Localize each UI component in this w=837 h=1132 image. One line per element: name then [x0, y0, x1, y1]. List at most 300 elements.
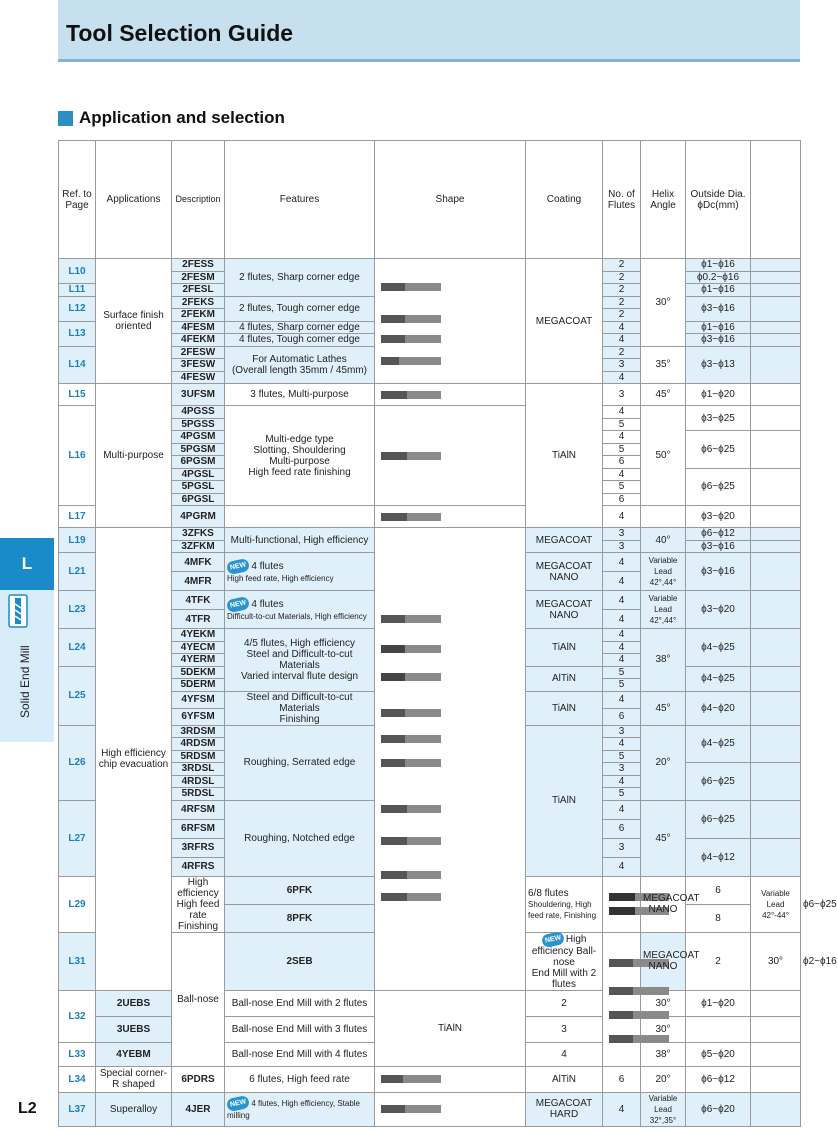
code-cell: 4YFSM: [172, 691, 225, 708]
blank-cell: [751, 284, 801, 297]
coating-cell: TiAlN: [526, 384, 603, 528]
blank-cell: [751, 431, 801, 469]
code-cell: 5PGSM: [172, 443, 225, 456]
ref-link[interactable]: L34: [59, 1066, 96, 1092]
dia-cell: ϕ6~ϕ25: [686, 431, 751, 469]
feature-cell: [225, 591, 375, 629]
dia-cell: ϕ6~ϕ25: [686, 763, 751, 801]
blank-cell: [751, 838, 801, 876]
blank-cell: [751, 990, 801, 1016]
shape-cell: [603, 932, 641, 1066]
feature-cell: [526, 876, 603, 932]
coating-cell: MEGACOAT: [526, 259, 603, 384]
feature-cell: 4 flutes, Sharp corner edge: [225, 321, 375, 334]
coating-cell: TiAlN: [526, 629, 603, 667]
helix-cell: 20°: [641, 725, 686, 800]
flutes-cell: 2: [603, 346, 641, 359]
blank-cell: [751, 506, 801, 528]
code-cell: 4MFR: [172, 572, 225, 591]
flutes-cell: 4: [603, 506, 641, 528]
app-cell: High efficiency High feed rate Finishing: [172, 876, 225, 932]
code-cell: 5RDSM: [172, 750, 225, 763]
dia-cell: ϕ3~ϕ16: [686, 334, 751, 347]
ref-link[interactable]: L14: [59, 346, 96, 384]
table-row: [59, 1066, 801, 1092]
blank-cell: [751, 763, 801, 801]
col-blank: [751, 141, 801, 259]
feature-line: (Overall length 35mm / 45mm): [231, 364, 368, 376]
code-cell: 3ZFKS: [172, 528, 225, 541]
code-cell: 4FEKM: [172, 334, 225, 347]
code-cell: 5PGSL: [172, 481, 225, 494]
col-helix: Helix Angle: [641, 141, 686, 259]
app-cell: Ball-nose: [172, 932, 225, 1066]
code-cell: 4MFK: [172, 553, 225, 572]
flutes-cell: 2: [603, 296, 641, 309]
flutes-cell: 5: [603, 750, 641, 763]
app-cell: Superalloy: [96, 1092, 172, 1126]
dia-cell: ϕ1~ϕ16: [686, 284, 751, 297]
blank-cell: [751, 259, 801, 272]
blank-cell: [751, 591, 801, 629]
dia-cell: ϕ6~ϕ25: [686, 468, 751, 506]
flutes-cell: 3: [603, 838, 641, 857]
blank-cell: [751, 406, 801, 431]
ref-link[interactable]: L13: [59, 321, 96, 346]
feature-line: Steel and Difficult-to-cut Materials: [246, 691, 353, 714]
helix-cell: [641, 1092, 686, 1126]
flutes-cell: 5: [603, 418, 641, 431]
code-cell: 5DERM: [172, 679, 225, 692]
dia-cell: ϕ4~ϕ20: [686, 691, 751, 725]
helix-cell: 30°: [641, 990, 686, 1016]
table-row: [59, 384, 801, 406]
dia-cell: ϕ3~ϕ16: [686, 540, 751, 553]
table-row: L31 Ball-nose 2SEB NEW High efficiency Ball-nose End Mill with 2 flutes MEGACOAT NANO 2 30° ϕ2~ϕ16: [59, 932, 801, 990]
ref-link[interactable]: L27: [59, 800, 96, 876]
blank-cell: [751, 1092, 801, 1126]
feature-cell: [225, 553, 375, 591]
coating-cell: MEGACOAT: [526, 528, 603, 553]
dia-cell: ϕ6~ϕ20: [686, 1092, 751, 1126]
dia-cell: ϕ4~ϕ25: [686, 725, 751, 763]
feature-cell: Multi-functional, High efficiency: [225, 528, 375, 553]
blank-cell: [751, 666, 801, 691]
ref-link[interactable]: L17: [59, 506, 96, 528]
selection-table: [58, 140, 837, 1127]
feature-line: High efficiency Ball-nose: [531, 933, 597, 968]
col-applications: Applications: [96, 141, 172, 259]
flutes-cell: 2: [526, 990, 603, 1016]
helix-cell: 50°: [641, 406, 686, 506]
col-features: Features: [225, 141, 375, 259]
app-cell: Special corner-R shaped: [96, 1066, 172, 1092]
tool-image: [377, 510, 447, 524]
feature-line: Slotting, Shouldering: [253, 444, 346, 456]
feature-cell: Ball-nose End Mill with 2 flutes: [225, 990, 375, 1016]
feature-line: 4 flutes: [251, 598, 284, 610]
dia-cell: ϕ1~ϕ16: [686, 259, 751, 272]
code-cell: 3UEBS: [96, 1016, 172, 1042]
flutes-cell: 5: [603, 481, 641, 494]
flutes-cell: 6: [603, 708, 641, 725]
header-row: [59, 141, 801, 259]
section-title: [58, 108, 285, 128]
ref-link[interactable]: L26: [59, 725, 96, 800]
code-cell: 4PGRM: [172, 506, 225, 528]
feature-cell: [225, 406, 375, 506]
ref-link[interactable]: L11: [59, 284, 96, 297]
tool-image: [377, 269, 447, 373]
feature-line: 4/5 flutes, High efficiency: [244, 637, 355, 649]
code-cell: 4FESW: [172, 371, 225, 384]
feature-line: Varied interval flute design: [240, 670, 359, 682]
feature-cell: 4 flutes, Tough corner edge: [225, 334, 375, 347]
code-cell: 2FEKM: [172, 309, 225, 322]
helix-cell: [641, 553, 686, 591]
code-cell: 4PGSM: [172, 431, 225, 444]
ref-link[interactable]: L32: [59, 990, 96, 1042]
flutes-cell: 2: [603, 309, 641, 322]
flutes-cell: 4: [603, 800, 641, 819]
helix-cell: [751, 876, 801, 932]
code-cell: 6PGSM: [172, 456, 225, 469]
new-badge: NEW: [226, 595, 251, 612]
helix-cell: 35°: [641, 346, 686, 384]
code-cell: 4FESM: [172, 321, 225, 334]
ref-link[interactable]: L37: [59, 1092, 96, 1126]
blank-cell: [751, 725, 801, 763]
blank-cell: [751, 553, 801, 591]
dia-cell: ϕ4~ϕ25: [686, 629, 751, 667]
feature-cell: [225, 691, 375, 725]
dia-cell: ϕ1~ϕ20: [686, 990, 751, 1016]
code-cell: 5RDSL: [172, 788, 225, 801]
ref-link[interactable]: L31: [59, 932, 96, 990]
helix-cell: 30°: [751, 932, 801, 990]
helix-cell: 45°: [641, 800, 686, 876]
dia-cell: ϕ5~ϕ20: [686, 1042, 751, 1066]
blank-cell: [751, 334, 801, 347]
flutes-cell: 4: [603, 406, 641, 419]
flutes-cell: 6: [603, 819, 641, 838]
flutes-cell: 5: [603, 679, 641, 692]
flutes-cell: 4: [526, 1042, 603, 1066]
shape-cell: [603, 876, 641, 932]
code-cell: 2FEKS: [172, 296, 225, 309]
blank-cell: [751, 1016, 801, 1042]
blank-cell: [751, 528, 801, 541]
feature-cell: Ball-nose End Mill with 3 flutes: [225, 1016, 375, 1042]
col-description: Description: [172, 141, 225, 259]
ref-link[interactable]: L16: [59, 406, 96, 506]
code-cell: 3RDSM: [172, 725, 225, 738]
code-cell: 4RFRS: [172, 857, 225, 876]
tool-image: [377, 1102, 447, 1116]
flutes-cell: 2: [603, 259, 641, 272]
flutes-cell: 3: [603, 540, 641, 553]
section-square-icon: [58, 111, 73, 126]
flutes-cell: 2: [603, 284, 641, 297]
feature-line: Multi-purpose: [269, 455, 330, 467]
feature-cell: 2 flutes, Tough corner edge: [225, 296, 375, 321]
flutes-cell: 4: [603, 371, 641, 384]
code-cell: 6PGSL: [172, 493, 225, 506]
code-cell: 4PGSS: [172, 406, 225, 419]
feature-cell: [225, 1092, 375, 1126]
code-cell: 3RDSL: [172, 763, 225, 776]
blank-cell: [751, 540, 801, 553]
code-cell: 6RFSM: [172, 819, 225, 838]
coating-cell: TiAlN: [526, 725, 603, 876]
blank-cell: [751, 271, 801, 284]
flutes-cell: 4: [603, 321, 641, 334]
code-cell: 4RDSL: [172, 775, 225, 788]
coating-cell: MEGACOAT NANO: [641, 932, 686, 990]
blank-cell: [751, 296, 801, 321]
tool-image: [377, 388, 447, 402]
ref-link[interactable]: L25: [59, 666, 96, 725]
coating-cell: MEGACOAT NANO: [526, 553, 603, 591]
feature-cell: 6 flutes, High feed rate: [225, 1066, 375, 1092]
flutes-cell: 4: [603, 857, 641, 876]
feature-line: Difficult-to-cut Materials, High efficiency: [227, 611, 367, 621]
helix-cell: 38°: [641, 1042, 686, 1066]
flutes-cell: 4: [603, 654, 641, 667]
flutes-cell: 2: [603, 271, 641, 284]
shape-cell: [375, 1066, 526, 1092]
dia-cell: ϕ6~ϕ12: [686, 1066, 751, 1092]
coating-cell: MEGACOAT NANO: [641, 876, 686, 932]
dia-cell: ϕ6~ϕ12: [686, 528, 751, 541]
ref-link[interactable]: L12: [59, 296, 96, 321]
table-row: [59, 990, 801, 1016]
new-badge: NEW: [540, 930, 565, 947]
flutes-cell: 5: [603, 443, 641, 456]
feature-cell: [225, 506, 375, 528]
table-row: L29 High efficiency High feed rate Finishing 6PFK 6/8 flutes Shouldering, High feed rate, Finishing MEGACOAT NANO 6 Variable Lead 42°-44° ϕ6~ϕ25: [59, 876, 801, 904]
page-number: L2: [18, 1100, 37, 1117]
code-cell: 4TFK: [172, 591, 225, 610]
feature-cell: Ball-nose End Mill with 4 flutes: [225, 1042, 375, 1066]
code-cell: 5DEKM: [172, 666, 225, 679]
code-cell: 4YERM: [172, 654, 225, 667]
flutes-cell: 3: [603, 763, 641, 776]
app-cell: High efficiency chip evacuation: [96, 528, 172, 991]
flutes-cell: 4: [603, 572, 641, 591]
feature-cell: [225, 346, 375, 384]
feature-cell: Roughing, Notched edge: [225, 800, 375, 876]
side-label: Solid End Mill: [18, 645, 32, 718]
flutes-cell: 3: [526, 1016, 603, 1042]
dia-cell: ϕ3~ϕ16: [686, 296, 751, 321]
feature-line: End Mill with 2 flutes: [531, 967, 597, 990]
code-cell: 3RFRS: [172, 838, 225, 857]
flutes-cell: 3: [603, 359, 641, 372]
code-cell: 4YEBM: [96, 1042, 172, 1066]
code-cell: 4RFSM: [172, 800, 225, 819]
table-row: [59, 528, 801, 541]
blank-cell: [751, 629, 801, 667]
coating-cell: AlTiN: [526, 666, 603, 691]
helix-values: 42°,44°: [649, 578, 677, 587]
app-cell: Multi-purpose: [96, 384, 172, 528]
feature-line: 4 flutes, High efficiency, Stable milling: [227, 1099, 360, 1120]
flutes-cell: 6: [603, 1066, 641, 1092]
new-badge: NEW: [226, 557, 251, 574]
col-coating: Coating: [526, 141, 603, 259]
feature-line: Finishing: [279, 713, 320, 725]
dia-cell: ϕ1~ϕ20: [686, 384, 751, 406]
ref-link[interactable]: L10: [59, 259, 96, 284]
dia-cell: ϕ3~ϕ16: [686, 553, 751, 591]
code-cell: 8PFK: [225, 904, 375, 932]
helix-cell: 40°: [641, 528, 686, 553]
variable-lead: Variable Lead: [648, 556, 678, 576]
shape-cell: [375, 1092, 526, 1126]
feature-cell: Roughing, Serrated edge: [225, 725, 375, 800]
feature-line: Shouldering, High feed rate, Finishing: [528, 899, 597, 920]
shape-cell: [375, 406, 526, 506]
flutes-cell: 2: [686, 932, 751, 990]
dia-cell: ϕ3~ϕ20: [686, 506, 751, 528]
code-cell: 4JER: [172, 1092, 225, 1126]
app-cell: Surface finish oriented: [96, 259, 172, 384]
feature-cell: [225, 629, 375, 692]
shape-cell: [375, 384, 526, 406]
dia-cell: ϕ3~ϕ13: [686, 346, 751, 384]
coating-cell: TiAlN: [375, 990, 526, 1066]
blank-cell: [751, 468, 801, 506]
flutes-cell: 3: [603, 528, 641, 541]
dia-cell: [686, 1016, 751, 1042]
flutes-cell: 3: [603, 384, 641, 406]
section-title-text: Application and selection: [79, 108, 285, 127]
flutes-cell: 5: [603, 788, 641, 801]
code-cell: 2FESM: [172, 271, 225, 284]
code-cell: 2FESW: [172, 346, 225, 359]
shape-cell: [375, 506, 526, 528]
code-cell: 4YEKM: [172, 629, 225, 642]
code-cell: 2FESS: [172, 259, 225, 272]
helix-cell: 38°: [641, 629, 686, 692]
helix-cell: [641, 506, 686, 528]
helix-values: 42°,44°: [649, 616, 677, 625]
blank-cell: [751, 1066, 801, 1092]
ref-link[interactable]: L21: [59, 553, 96, 591]
feature-line: Multi-edge type: [265, 433, 334, 445]
flutes-cell: 4: [603, 553, 641, 572]
variable-lead: Variable Lead: [648, 594, 678, 614]
coating-cell: TiAlN: [526, 691, 603, 725]
flutes-cell: 4: [603, 738, 641, 751]
flutes-cell: 4: [603, 334, 641, 347]
code-cell: 3UFSM: [172, 384, 225, 406]
blank-cell: [751, 384, 801, 406]
feature-line: Steel and Difficult-to-cut Materials: [246, 648, 353, 671]
helix-cell: 20°: [641, 1066, 686, 1092]
col-dia: Outside Dia. ϕDc(mm): [686, 141, 751, 259]
code-cell: 3FESW: [172, 359, 225, 372]
ref-link[interactable]: L15: [59, 384, 96, 406]
end-mill-icon: [7, 594, 29, 628]
dia-cell: ϕ6~ϕ25: [686, 800, 751, 838]
helix-cell: 30°: [641, 259, 686, 347]
flutes-cell: 4: [603, 610, 641, 629]
flutes-cell: 3: [603, 725, 641, 738]
flutes-cell: 6: [603, 456, 641, 469]
flutes-cell: 6: [603, 493, 641, 506]
col-shape: Shape: [375, 141, 526, 259]
ref-link[interactable]: L24: [59, 629, 96, 667]
shape-cell: [375, 528, 526, 991]
flutes-cell: 4: [603, 591, 641, 610]
blank-cell: [751, 691, 801, 725]
code-cell: 6PFK: [225, 876, 375, 904]
feature-cell: [526, 932, 603, 990]
dia-cell: ϕ3~ϕ20: [686, 591, 751, 629]
blank-cell: [751, 800, 801, 838]
tool-image: [377, 1072, 447, 1086]
dia-cell: ϕ0.2~ϕ16: [686, 271, 751, 284]
flutes-cell: 4: [603, 775, 641, 788]
blank-cell: [751, 321, 801, 334]
ref-link[interactable]: L29: [59, 876, 96, 932]
flutes-cell: 8: [686, 904, 751, 932]
helix-cell: 45°: [641, 691, 686, 725]
code-cell: 4TFR: [172, 610, 225, 629]
code-cell: 2FESL: [172, 284, 225, 297]
blank-cell: [751, 1042, 801, 1066]
ref-link[interactable]: L33: [59, 1042, 96, 1066]
dia-cell: ϕ4~ϕ12: [686, 838, 751, 876]
flutes-cell: 4: [603, 629, 641, 642]
table-row: [59, 1092, 801, 1126]
code-cell: 4RDSM: [172, 738, 225, 751]
side-tab: L: [0, 538, 54, 590]
feature-cell: 2 flutes, Sharp corner edge: [225, 259, 375, 297]
col-ref: Ref. to Page: [59, 141, 96, 259]
flutes-cell: 4: [603, 641, 641, 654]
ref-link[interactable]: L23: [59, 591, 96, 629]
code-cell: 5PGSS: [172, 418, 225, 431]
coating-cell: MEGACOAT NANO: [526, 591, 603, 629]
variable-lead: Variable Lead: [648, 1093, 678, 1114]
dia-cell: ϕ3~ϕ25: [686, 406, 751, 431]
flutes-cell: 6: [686, 876, 751, 904]
tool-image: [377, 416, 447, 496]
flutes-cell: 4: [603, 691, 641, 708]
helix-cell: [641, 591, 686, 629]
feature-line: High feed rate finishing: [248, 466, 351, 478]
new-badge: NEW: [226, 1095, 251, 1112]
ref-link[interactable]: L19: [59, 528, 96, 553]
table-row: [59, 259, 801, 272]
feature-line: 6/8 flutes: [528, 887, 569, 899]
coating-cell: MEGACOAT HARD: [526, 1092, 603, 1126]
flutes-cell: 4: [603, 468, 641, 481]
feature-cell: 3 flutes, Multi-purpose: [225, 384, 375, 406]
feature-line: For Automatic Lathes: [252, 353, 347, 365]
flutes-cell: 4: [603, 1092, 641, 1126]
helix-cell: 45°: [641, 384, 686, 406]
blank-cell: [751, 346, 801, 384]
helix-values: 42°-44°: [762, 910, 789, 920]
feature-line: 4 flutes: [251, 560, 284, 572]
flutes-cell: 4: [603, 431, 641, 444]
code-cell: 6PDRS: [172, 1066, 225, 1092]
code-cell: 6YFSM: [172, 708, 225, 725]
